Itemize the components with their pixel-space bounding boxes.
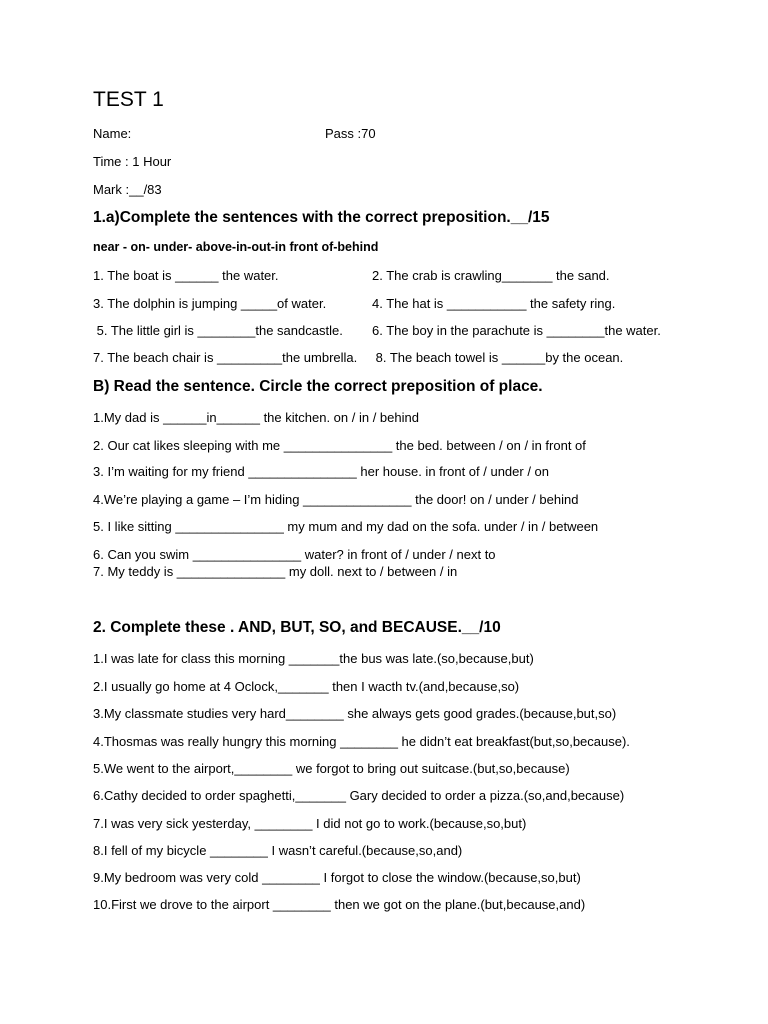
page-title: TEST 1 bbox=[93, 88, 164, 111]
exercise-item: 6. The boy in the parachute is ________the water. bbox=[372, 323, 661, 338]
exercise-item: 1.My dad is ______in______ the kitchen. on / in / behind bbox=[93, 410, 419, 425]
exercise-item: 5.We went to the airport,________ we forgot to bring out suitcase.(but,so,because) bbox=[93, 761, 570, 776]
exercise-item: 4. The hat is ___________ the safety ring. bbox=[372, 296, 616, 311]
exercise-item: 4.We’re playing a game – I’m hiding _______________ the door! on / under / behind bbox=[93, 492, 579, 507]
mark-label: Mark :__/83 bbox=[93, 182, 162, 197]
exercise-item: 3. The dolphin is jumping _____of water. bbox=[93, 296, 327, 311]
exercise-item: 1.I was late for class this morning _______the bus was late.(so,because,but) bbox=[93, 651, 534, 666]
exercise-item: 3. I’m waiting for my friend _______________ her house. in front of / under / on bbox=[93, 464, 550, 479]
exercise-item: 7. The beach chair is _________the umbrella. bbox=[93, 350, 358, 365]
exercise-item: 2.I usually go home at 4 Oclock,_______ then I wacth tv.(and,because,so) bbox=[93, 679, 520, 694]
exercise-item: 2. Our cat likes sleeping with me _______________ the bed. between / on / in front of bbox=[93, 438, 586, 453]
time-label: Time : 1 Hour bbox=[93, 154, 172, 169]
exercise-item: 6.Cathy decided to order spaghetti,_______ Gary decided to order a pizza.(so,and,because) bbox=[93, 788, 625, 803]
name-label: Name: bbox=[93, 126, 132, 141]
exercise-item: 5. I like sitting _______________ my mum and my dad on the sofa. under / in / between bbox=[93, 519, 599, 534]
exercise-item: 5. The little girl is ________the sandcastle. bbox=[93, 323, 343, 338]
exercise-item: 7. My teddy is _______________ my doll. next to / between / in bbox=[93, 564, 458, 579]
section-1a-heading: 1.a)Complete the sentences with the correct preposition.__/15 bbox=[93, 209, 550, 226]
exercise-item: 10.First we drove to the airport ________ then we got on the plane.(but,because,and) bbox=[93, 897, 586, 912]
exercise-item: 1. The boat is ______ the water. bbox=[93, 268, 279, 283]
exercise-item: 8. The beach towel is ______by the ocean. bbox=[372, 350, 624, 365]
section-1b-heading: B) Read the sentence. Circle the correct preposition of place. bbox=[93, 378, 543, 395]
exercise-item: 4.Thosmas was really hungry this morning ________ he didn’t eat breakfast(but,so,because). bbox=[93, 734, 630, 749]
exercise-item: 2. The crab is crawling_______ the sand. bbox=[372, 268, 610, 283]
word-bank: near - on- under- above-in-out-in front of-behind bbox=[93, 240, 379, 254]
exercise-item: 6. Can you swim _______________ water? in front of / under / next to bbox=[93, 547, 496, 562]
exercise-item: 9.My bedroom was very cold ________ I forgot to close the window.(because,so,but) bbox=[93, 870, 581, 885]
exercise-item: 3.My classmate studies very hard________ she always gets good grades.(because,but,so) bbox=[93, 706, 617, 721]
section-2-heading: 2. Complete these . AND, BUT, SO, and BECAUSE.__/10 bbox=[93, 619, 501, 636]
exercise-item: 8.I fell of my bicycle ________ I wasn’t careful.(because,so,and) bbox=[93, 843, 463, 858]
exercise-item: 7.I was very sick yesterday, ________ I did not go to work.(because,so,but) bbox=[93, 816, 527, 831]
pass-label: Pass :70 bbox=[325, 126, 376, 141]
